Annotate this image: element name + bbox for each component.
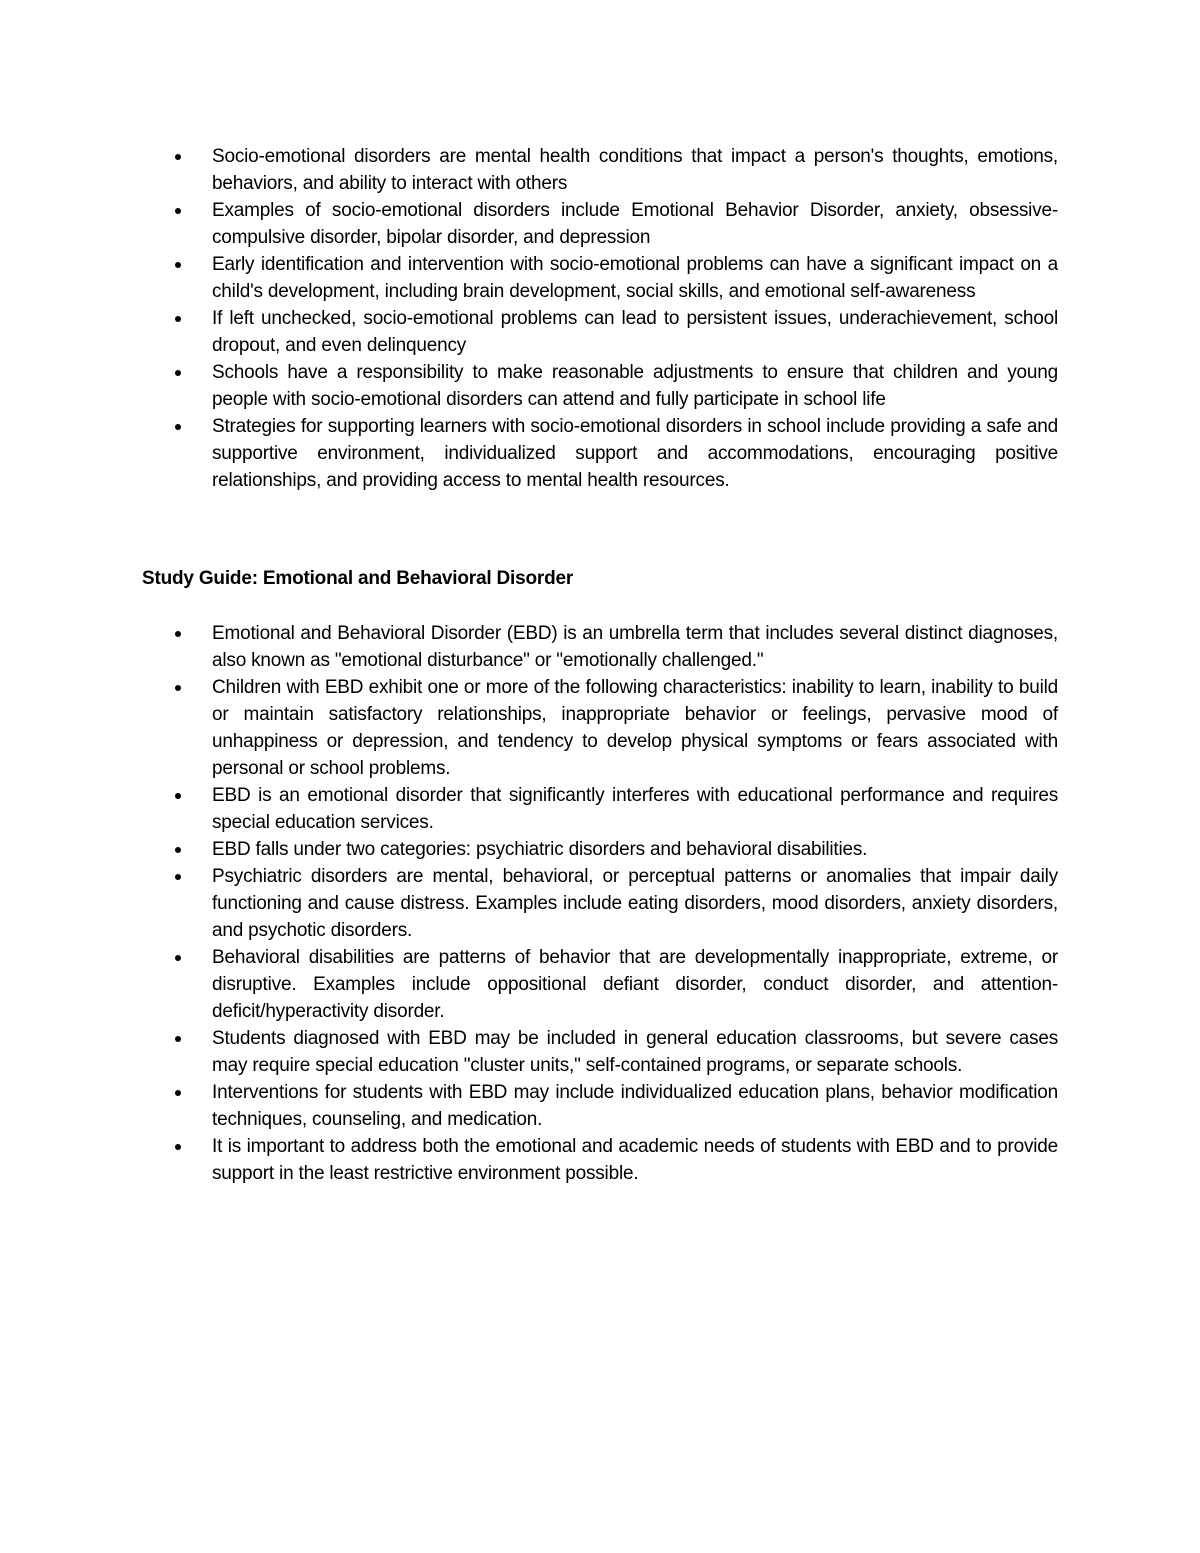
bullet-icon: [175, 874, 181, 880]
list-item: [0, 782, 1058, 836]
list-item-text: Psychiatric disorders are mental, behavioral, or perceptual patterns or anomalies that impair daily functioning and cause distress. Examples include eating disorders, mood disorders, anxiety disorders, and psychotic disorders.: [212, 866, 1058, 941]
list-item: [0, 359, 1058, 413]
study-guide-heading: Study Guide: Emotional and Behavioral Disorder: [142, 568, 574, 589]
bullet-icon: [175, 208, 181, 214]
list-item: [0, 413, 1058, 494]
study-guide-section: [0, 565, 1200, 1187]
bullet-icon: [175, 424, 181, 430]
list-item: [0, 1079, 1058, 1133]
bullet-icon: [175, 1036, 181, 1042]
bullet-icon: [175, 955, 181, 961]
list-item: [0, 674, 1058, 782]
list-item-text: Schools have a responsibility to make reasonable adjustments to ensure that children and young people with socio-emotional disorders can attend and fully participate in school life: [212, 362, 1058, 410]
bullet-icon: [175, 631, 181, 637]
list-item-text: If left unchecked, socio-emotional problems can lead to persistent issues, underachievement, school dropout, and even delinquency: [212, 308, 1058, 356]
list-item: [0, 305, 1058, 359]
list-item: [0, 1133, 1058, 1187]
list-item: [0, 836, 1058, 863]
list-item: [0, 944, 1058, 1025]
list-item-text: Emotional and Behavioral Disorder (EBD) is an umbrella term that includes several distinct diagnoses, also known as "emotional disturbance" or "emotionally challenged.": [212, 623, 1058, 671]
bullet-icon: [175, 1090, 181, 1096]
bullet-icon: [175, 793, 181, 799]
list-item-text: Students diagnosed with EBD may be included in general education classrooms, but severe cases may require special education "cluster units," self-contained programs, or separate schools.: [212, 1028, 1058, 1076]
list-item-text: EBD is an emotional disorder that significantly interferes with educational performance and requires special education services.: [212, 785, 1058, 833]
list-item-text: Interventions for students with EBD may include individualized education plans, behavior modification techniques, counseling, and medication.: [212, 1082, 1058, 1130]
bullet-icon: [175, 316, 181, 322]
list-item-text: It is important to address both the emotional and academic needs of students with EBD and to provide support in the least restrictive environment possible.: [212, 1136, 1058, 1184]
list-item: [0, 1025, 1058, 1079]
bullet-icon: [175, 685, 181, 691]
list-item: [0, 197, 1058, 251]
list-item: [0, 863, 1058, 944]
list-item-text: Behavioral disabilities are patterns of behavior that are developmentally inappropriate, extreme, or disruptive. Examples include oppositional defiant disorder, conduct disorder, and attention-deficit/hyperactivity disorder.: [212, 947, 1058, 1022]
bullet-icon: [175, 847, 181, 853]
socio-emotional-section: [0, 143, 1200, 494]
list-item: [0, 620, 1058, 674]
list-item-text: Strategies for supporting learners with socio-emotional disorders in school include providing a safe and supportive environment, individualized support and accommodations, encouraging positive relationships, and providing access to mental health resources.: [212, 416, 1058, 491]
list-item-text: Children with EBD exhibit one or more of the following characteristics: inability to learn, inability to build or maintain satisfactory relationships, inappropriate behavior or feelings, pervasive mood of unhappiness or depression, and tendency to develop physical symptoms or fears associated with personal or school problems.: [212, 677, 1058, 779]
list-item-text: Socio-emotional disorders are mental health conditions that impact a person's thoughts, emotions, behaviors, and ability to interact with others: [212, 146, 1058, 194]
list-item-text: Examples of socio-emotional disorders include Emotional Behavior Disorder, anxiety, obsessive-compulsive disorder, bipolar disorder, and depression: [212, 200, 1058, 248]
list-item: [0, 143, 1058, 197]
list-item-text: Early identification and intervention with socio-emotional problems can have a significant impact on a child's development, including brain development, social skills, and emotional self-awareness: [212, 254, 1058, 302]
ebd-bullet-list: [0, 620, 1200, 1187]
bullet-icon: [175, 1144, 181, 1150]
list-item: [0, 251, 1058, 305]
socio-emotional-bullet-list: [0, 143, 1200, 494]
heading-spacer: [0, 592, 1200, 620]
bullet-icon: [175, 370, 181, 376]
list-item-text: EBD falls under two categories: psychiatric disorders and behavioral disabilities.: [212, 839, 868, 860]
bullet-icon: [175, 262, 181, 268]
bullet-icon: [175, 154, 181, 160]
